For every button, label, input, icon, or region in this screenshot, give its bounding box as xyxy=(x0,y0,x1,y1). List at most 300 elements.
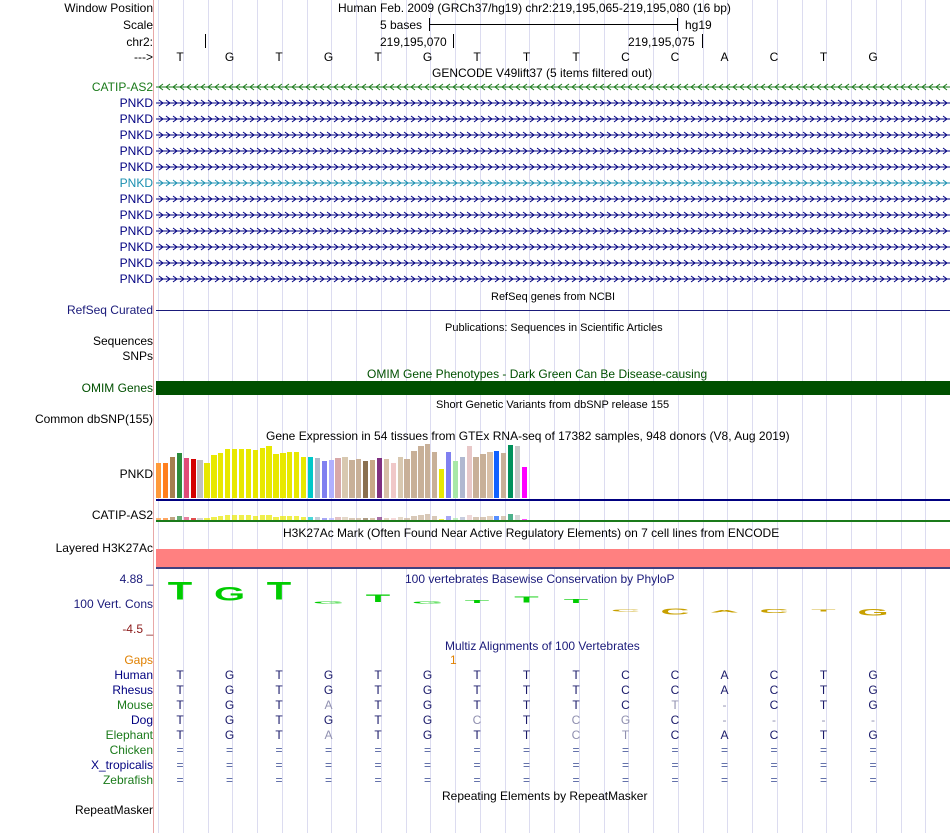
coord-right: 219,195,075 xyxy=(628,35,695,49)
gtex-tissue-bar[interactable] xyxy=(156,463,161,498)
alignment-base: = xyxy=(869,773,877,787)
gtex-tissue-bar[interactable] xyxy=(260,448,265,498)
coord-tick xyxy=(453,34,454,48)
sequence-base: C xyxy=(670,50,680,64)
gtex-tissue-bar[interactable] xyxy=(191,459,196,498)
grid-line xyxy=(455,0,456,833)
publications-snps-label[interactable]: SNPs xyxy=(122,349,153,363)
gtex-tissue-bar[interactable] xyxy=(315,458,320,498)
alignment-base: = xyxy=(275,758,283,772)
gtex-tissue-bar[interactable] xyxy=(211,455,216,498)
alignment-base: G xyxy=(868,668,878,682)
alignment-base: T xyxy=(671,698,679,712)
gtex-tissue-bar[interactable] xyxy=(446,452,451,498)
alignment-base: = xyxy=(869,743,877,757)
gtex-tissue-bar[interactable] xyxy=(439,469,444,498)
gtex-tissue-bar[interactable] xyxy=(363,461,368,498)
grid-line xyxy=(752,0,753,833)
sequence-base: G xyxy=(323,50,334,64)
alignment-base: = xyxy=(473,743,481,757)
sequence-base: C xyxy=(621,50,630,64)
alignment-base: G xyxy=(868,683,878,697)
alignment-base: - xyxy=(722,698,727,712)
gtex-tissue-bar[interactable] xyxy=(404,459,409,498)
gtex-tissue-bar[interactable] xyxy=(494,451,499,498)
alignment-base: = xyxy=(176,773,184,787)
alignment-base: T xyxy=(374,698,382,712)
alignment-base: = xyxy=(423,743,431,757)
alignment-base: = xyxy=(671,773,679,787)
alignment-base: = xyxy=(720,773,728,787)
grid-line xyxy=(653,0,654,833)
phylop-letter[interactable] xyxy=(754,610,794,614)
alignment-base: T xyxy=(176,713,184,727)
publications-sequences-label[interactable]: Sequences xyxy=(92,334,153,348)
alignment-base: = xyxy=(819,773,827,787)
alignment-base: = xyxy=(522,743,530,757)
alignment-base: = xyxy=(324,743,332,757)
alignment-base: A xyxy=(324,728,333,742)
gene-feature[interactable] xyxy=(156,274,950,284)
alignment-base: C xyxy=(670,728,680,742)
omim-title: OMIM Gene Phenotypes - Dark Green Can Be Disease-causing xyxy=(367,367,708,381)
phylop-glyph: T xyxy=(266,577,292,606)
alignment-base: C xyxy=(621,683,630,697)
gtex-tissue-bar[interactable] xyxy=(467,446,472,498)
alignment-base: = xyxy=(720,758,728,772)
arrow-label: ---> xyxy=(134,50,153,64)
alignment-base: T xyxy=(819,683,828,697)
alignment-base: = xyxy=(176,743,184,757)
gtex-catip-gene-line xyxy=(156,520,950,522)
gene-label[interactable]: PNKD xyxy=(119,256,153,270)
phylop-glyph: C xyxy=(611,609,640,613)
grid-line xyxy=(356,0,357,833)
label-separator xyxy=(153,0,154,833)
alignment-base: = xyxy=(869,758,877,772)
gtex-tissue-bar[interactable] xyxy=(508,445,513,498)
alignment-base: C xyxy=(670,683,680,697)
gtex-tissue-bar[interactable] xyxy=(246,449,251,498)
grid-line xyxy=(208,0,209,833)
gtex-tissue-bar[interactable] xyxy=(280,453,285,498)
species-label[interactable]: X_tropicalis xyxy=(90,758,153,772)
gtex-tissue-bar[interactable] xyxy=(266,446,271,498)
h3k27ac-title: H3K27Ac Mark (Often Found Near Active Regulatory Elements) on 7 cell lines from ENCODE xyxy=(283,526,780,540)
alignment-base: T xyxy=(473,668,481,682)
omim-label[interactable]: OMIM Genes xyxy=(81,381,153,395)
gtex-tissue-bar[interactable] xyxy=(377,458,382,498)
sequence-base: C xyxy=(769,50,779,64)
publications-title: Publications: Sequences in Scientific Articles xyxy=(445,322,663,334)
phylop-letter[interactable] xyxy=(804,610,844,612)
gtex-tissue-bar[interactable] xyxy=(287,452,292,498)
gtex-tissue-bar[interactable] xyxy=(487,452,492,498)
gtex-tissue-bar[interactable] xyxy=(453,461,458,498)
gtex-tissue-bar[interactable] xyxy=(515,446,520,498)
gene-feature[interactable] xyxy=(156,194,950,204)
gene-label[interactable]: PNKD xyxy=(119,160,153,174)
scale-bar-right-tick xyxy=(677,18,678,31)
alignment-base: = xyxy=(374,773,382,787)
gtex-tissue-bar[interactable] xyxy=(370,460,375,498)
alignment-base: = xyxy=(572,773,580,787)
species-label[interactable]: Dog xyxy=(130,713,153,727)
gtex-tissue-bar[interactable] xyxy=(163,463,168,498)
alignment-base: T xyxy=(522,728,531,742)
gtex-tissue-bar[interactable] xyxy=(522,467,527,498)
scale-label: Scale xyxy=(122,18,153,32)
grid-line xyxy=(406,0,407,833)
gene-label[interactable]: PNKD xyxy=(119,272,153,286)
gtex-tissue-bar[interactable] xyxy=(322,461,327,498)
gtex-tissue-bar[interactable] xyxy=(411,451,416,498)
grid-line xyxy=(505,0,506,833)
alignment-base: T xyxy=(819,728,828,742)
gtex-tissue-bar[interactable] xyxy=(294,452,299,498)
gtex-tissue-bar[interactable] xyxy=(335,458,340,498)
gaps-marker: 1 xyxy=(450,653,457,667)
species-label[interactable]: Human xyxy=(114,668,153,682)
sequence-base: G xyxy=(422,50,433,64)
alignment-base: C xyxy=(621,698,630,712)
alignment-base: = xyxy=(770,773,778,787)
species-label[interactable]: Rhesus xyxy=(112,683,153,697)
gaps-label[interactable]: Gaps xyxy=(124,653,153,667)
refseq-line xyxy=(156,310,950,311)
sequence-base: T xyxy=(176,50,184,64)
phylop-letter[interactable] xyxy=(408,602,448,604)
gene-label[interactable]: PNKD xyxy=(119,144,153,158)
phylop-glyph: T xyxy=(514,595,539,605)
phylop-glyph: T xyxy=(365,592,391,605)
coord-tick xyxy=(205,34,206,48)
alignment-base: T xyxy=(374,683,382,697)
alignment-base: = xyxy=(225,773,233,787)
alignment-base: G xyxy=(422,668,433,682)
alignment-base: = xyxy=(275,773,283,787)
gtex-tissue-bar[interactable] xyxy=(308,457,313,498)
alignment-base: T xyxy=(275,668,283,682)
alignment-base: T xyxy=(275,728,283,742)
alignment-base: C xyxy=(670,668,680,682)
dbsnp-title: Short Genetic Variants from dbSNP release 155 xyxy=(436,399,670,411)
alignment-base: = xyxy=(572,758,580,772)
alignment-base: G xyxy=(422,713,433,727)
phylop-glyph: T xyxy=(563,598,589,605)
alignment-base: T xyxy=(374,668,382,682)
alignment-base: = xyxy=(374,758,382,772)
grid-line xyxy=(703,0,704,833)
phylop-glyph: G xyxy=(213,583,246,605)
gtex-tissue-bar[interactable] xyxy=(301,457,306,498)
alignment-base: T xyxy=(819,668,828,682)
alignment-base: = xyxy=(423,773,431,787)
grid-line xyxy=(604,0,605,833)
alignment-base: = xyxy=(275,743,283,757)
phylop-letter[interactable] xyxy=(853,607,893,618)
alignment-base: = xyxy=(324,758,332,772)
gene-label[interactable]: PNKD xyxy=(119,112,153,126)
alignment-base: T xyxy=(176,728,184,742)
sequence-base: T xyxy=(522,50,531,64)
sequence-base: A xyxy=(720,50,729,64)
gtex-tissue-bar[interactable] xyxy=(501,453,506,498)
alignment-base: T xyxy=(473,728,481,742)
phylop-letter[interactable] xyxy=(210,583,250,605)
alignment-base: = xyxy=(423,758,431,772)
phylop-letter[interactable] xyxy=(556,600,596,604)
alignment-base: T xyxy=(176,683,184,697)
alignment-base: T xyxy=(374,713,382,727)
repeatmasker-label[interactable]: RepeatMasker xyxy=(74,803,153,817)
gtex-tissue-bar[interactable] xyxy=(177,453,182,498)
alignment-base: T xyxy=(572,683,580,697)
phylop-letter[interactable] xyxy=(655,607,695,617)
alignment-base: G xyxy=(422,683,433,697)
alignment-base: T xyxy=(522,668,531,682)
gtex-tissue-bar[interactable] xyxy=(218,453,223,498)
alignment-base: = xyxy=(522,758,530,772)
alignment-base: G xyxy=(868,698,878,712)
gtex-tissue-bar[interactable] xyxy=(432,452,437,498)
phylop-letter[interactable] xyxy=(358,592,398,605)
gene-feature[interactable] xyxy=(156,210,950,220)
gene-label[interactable]: CATIP-AS2 xyxy=(91,80,153,94)
alignment-base: = xyxy=(572,743,580,757)
phylop-glyph: A xyxy=(710,608,739,613)
alignment-base: T xyxy=(473,698,481,712)
grid-line xyxy=(851,0,852,833)
alignment-base: = xyxy=(225,743,233,757)
alignment-base: C xyxy=(769,683,779,697)
alignment-base: G xyxy=(422,698,433,712)
alignment-base: G xyxy=(224,683,235,697)
sequence-base: T xyxy=(374,50,382,64)
grid-line xyxy=(802,0,803,833)
gene-feature[interactable] xyxy=(156,98,950,108)
scale-bar-left-tick xyxy=(429,18,430,31)
gene-feature[interactable] xyxy=(156,242,950,252)
gtex-tissue-bar[interactable] xyxy=(418,446,423,498)
window-position-label: Window Position xyxy=(64,1,153,15)
alignment-base: = xyxy=(522,773,530,787)
gtex-tissue-bar[interactable] xyxy=(391,463,396,498)
alignment-base: G xyxy=(224,728,235,742)
alignment-base: = xyxy=(770,743,778,757)
gtex-tissue-bar[interactable] xyxy=(356,459,361,498)
alignment-base: = xyxy=(621,758,629,772)
gtex-tissue-bar[interactable] xyxy=(253,450,258,498)
gtex-tissue-bar[interactable] xyxy=(349,460,354,498)
gene-feature[interactable] xyxy=(156,146,950,156)
alignment-base: G xyxy=(323,683,334,697)
alignment-base: = xyxy=(225,758,233,772)
sequence-base: T xyxy=(572,50,580,64)
alignment-base: T xyxy=(522,698,531,712)
gtex-tissue-bar[interactable] xyxy=(225,449,230,498)
alignment-base: - xyxy=(821,713,826,727)
phylop-letter[interactable] xyxy=(259,577,299,606)
gene-feature[interactable] xyxy=(156,130,950,140)
phylop-glyph: C xyxy=(660,607,690,617)
alignment-base: G xyxy=(224,713,235,727)
phylop-min-label: -4.5 _ xyxy=(122,622,153,636)
sequence-base: T xyxy=(473,50,481,64)
alignment-base: = xyxy=(819,743,827,757)
gene-feature[interactable] xyxy=(156,114,950,124)
coord-left: 219,195,070 xyxy=(380,35,447,49)
alignment-base: C xyxy=(769,698,779,712)
gencode-title: GENCODE V49lift37 (5 items filtered out) xyxy=(432,66,653,80)
alignment-base: = xyxy=(720,743,728,757)
gene-label[interactable]: PNKD xyxy=(119,208,153,222)
phylop-letter[interactable] xyxy=(705,610,745,613)
h3k27ac-baseline xyxy=(156,567,950,569)
gtex-tissue-bar[interactable] xyxy=(425,444,430,498)
gene-feature[interactable] xyxy=(156,162,950,172)
gtex-tissue-bar[interactable] xyxy=(184,458,189,498)
gtex-tissue-bar[interactable] xyxy=(460,457,465,498)
alignment-base: C xyxy=(621,668,630,682)
gtex-catip-label[interactable]: CATIP-AS2 xyxy=(91,508,153,522)
alignment-base: = xyxy=(176,758,184,772)
species-label[interactable]: Elephant xyxy=(105,728,153,742)
phylop-glyph: T xyxy=(464,598,490,605)
alignment-base: = xyxy=(473,773,481,787)
alignment-base: T xyxy=(522,713,531,727)
scale-text: 5 bases xyxy=(380,18,423,32)
alignment-base: G xyxy=(224,668,235,682)
alignment-base: T xyxy=(176,698,184,712)
gene-feature[interactable] xyxy=(156,226,950,236)
alignment-base: T xyxy=(819,698,828,712)
alignment-base: = xyxy=(671,758,679,772)
alignment-base: T xyxy=(275,683,283,697)
phylop-label[interactable]: 100 Vert. Cons xyxy=(73,597,153,611)
alignment-base: G xyxy=(422,728,433,742)
gtex-tissue-bar[interactable] xyxy=(239,449,244,498)
alignment-base: T xyxy=(176,668,184,682)
alignment-base: A xyxy=(720,683,729,697)
gtex-tissue-bar[interactable] xyxy=(197,460,202,498)
alignment-base: C xyxy=(769,668,779,682)
grid-line xyxy=(257,0,258,833)
alignment-base: C xyxy=(571,728,581,742)
gene-label[interactable]: PNKD xyxy=(119,240,153,254)
gene-label[interactable]: PNKD xyxy=(119,96,153,110)
alignment-base: T xyxy=(572,668,580,682)
alignment-base: T xyxy=(572,698,580,712)
phylop-letter[interactable] xyxy=(507,595,547,605)
alignment-base: - xyxy=(722,713,727,727)
gtex-tissue-bar[interactable] xyxy=(170,457,175,498)
grid-line xyxy=(158,0,159,833)
alignment-base: A xyxy=(324,698,333,712)
alignment-base: G xyxy=(620,713,631,727)
coord-tick xyxy=(702,34,703,48)
gtex-tissue-bar[interactable] xyxy=(204,463,209,498)
assembly-title: Human Feb. 2009 (GRCh37/hg19) chr2:219,195,065-219,195,080 (16 bp) xyxy=(338,1,731,15)
phylop-glyph: G xyxy=(312,601,345,605)
alignment-base: - xyxy=(772,713,776,727)
gene-feature[interactable] xyxy=(156,82,950,92)
gtex-tissue-bar[interactable] xyxy=(384,459,389,498)
gtex-tissue-bar[interactable] xyxy=(480,454,485,498)
gtex-pnkd-label[interactable]: PNKD xyxy=(119,467,153,481)
gene-feature[interactable] xyxy=(156,258,950,268)
gene-label[interactable]: PNKD xyxy=(119,192,153,206)
alignment-base: = xyxy=(473,758,481,772)
alignment-base: T xyxy=(374,728,382,742)
phylop-letter[interactable] xyxy=(160,578,200,606)
refseq-title: RefSeq genes from NCBI xyxy=(491,291,616,303)
alignment-base: G xyxy=(868,728,878,742)
phylop-letter[interactable] xyxy=(457,600,497,604)
dbsnp-label[interactable]: Common dbSNP(155) xyxy=(34,412,153,426)
phylop-title: 100 vertebrates Basewise Conservation by PhyloP xyxy=(405,572,675,586)
phylop-letter[interactable] xyxy=(309,602,349,604)
gtex-tissue-bar[interactable] xyxy=(473,457,478,498)
grid-line xyxy=(925,0,926,833)
alignment-base: T xyxy=(275,698,283,712)
alignment-base: = xyxy=(621,773,629,787)
gtex-tissue-bar[interactable] xyxy=(329,460,334,498)
alignment-base: C xyxy=(571,713,581,727)
gene-feature[interactable] xyxy=(156,178,950,188)
gtex-tissue-bar[interactable] xyxy=(398,457,403,498)
h3k27ac-signal[interactable] xyxy=(156,549,950,567)
sequence-base: T xyxy=(819,50,828,64)
alignment-base: G xyxy=(323,668,334,682)
gtex-title: Gene Expression in 54 tissues from GTEx RNA-seq of 17382 samples, 948 donors (V8, Aug 2019) xyxy=(266,429,790,443)
alignment-base: T xyxy=(621,728,630,742)
phylop-max-label: 4.88 _ xyxy=(119,572,153,586)
gtex-pnkd-gene-line xyxy=(156,499,950,501)
alignment-base: G xyxy=(224,698,235,712)
refseq-label[interactable]: RefSeq Curated xyxy=(66,303,153,317)
multiz-title: Multiz Alignments of 100 Vertebrates xyxy=(445,639,640,653)
alignment-base: T xyxy=(275,713,283,727)
alignment-base: C xyxy=(472,713,482,727)
alignment-base: = xyxy=(374,743,382,757)
species-label[interactable]: Zebrafish xyxy=(102,773,153,787)
gene-label[interactable]: PNKD xyxy=(119,128,153,142)
gtex-tissue-bar[interactable] xyxy=(232,449,237,498)
sequence-base: G xyxy=(224,50,235,64)
species-label[interactable]: Chicken xyxy=(109,743,153,757)
sequence-base: T xyxy=(275,50,283,64)
gtex-tissue-bar[interactable] xyxy=(342,457,347,498)
alignment-base: C xyxy=(769,728,779,742)
alignment-base: - xyxy=(871,713,875,727)
gtex-tissue-bar[interactable] xyxy=(273,454,278,498)
alignment-base: T xyxy=(473,683,481,697)
omim-bar[interactable] xyxy=(156,381,950,395)
gene-label[interactable]: PNKD xyxy=(119,176,153,190)
phylop-glyph: C xyxy=(759,608,789,615)
phylop-glyph: G xyxy=(857,607,889,618)
species-label[interactable]: Mouse xyxy=(116,698,153,712)
alignment-base: A xyxy=(720,668,729,682)
alignment-base: T xyxy=(522,683,531,697)
phylop-glyph: G xyxy=(411,601,444,605)
h3k27ac-label[interactable]: Layered H3K27Ac xyxy=(55,541,153,555)
phylop-glyph: T xyxy=(167,578,193,606)
gene-label[interactable]: PNKD xyxy=(119,224,153,238)
grid-line xyxy=(307,0,308,833)
phylop-letter[interactable] xyxy=(606,610,646,612)
